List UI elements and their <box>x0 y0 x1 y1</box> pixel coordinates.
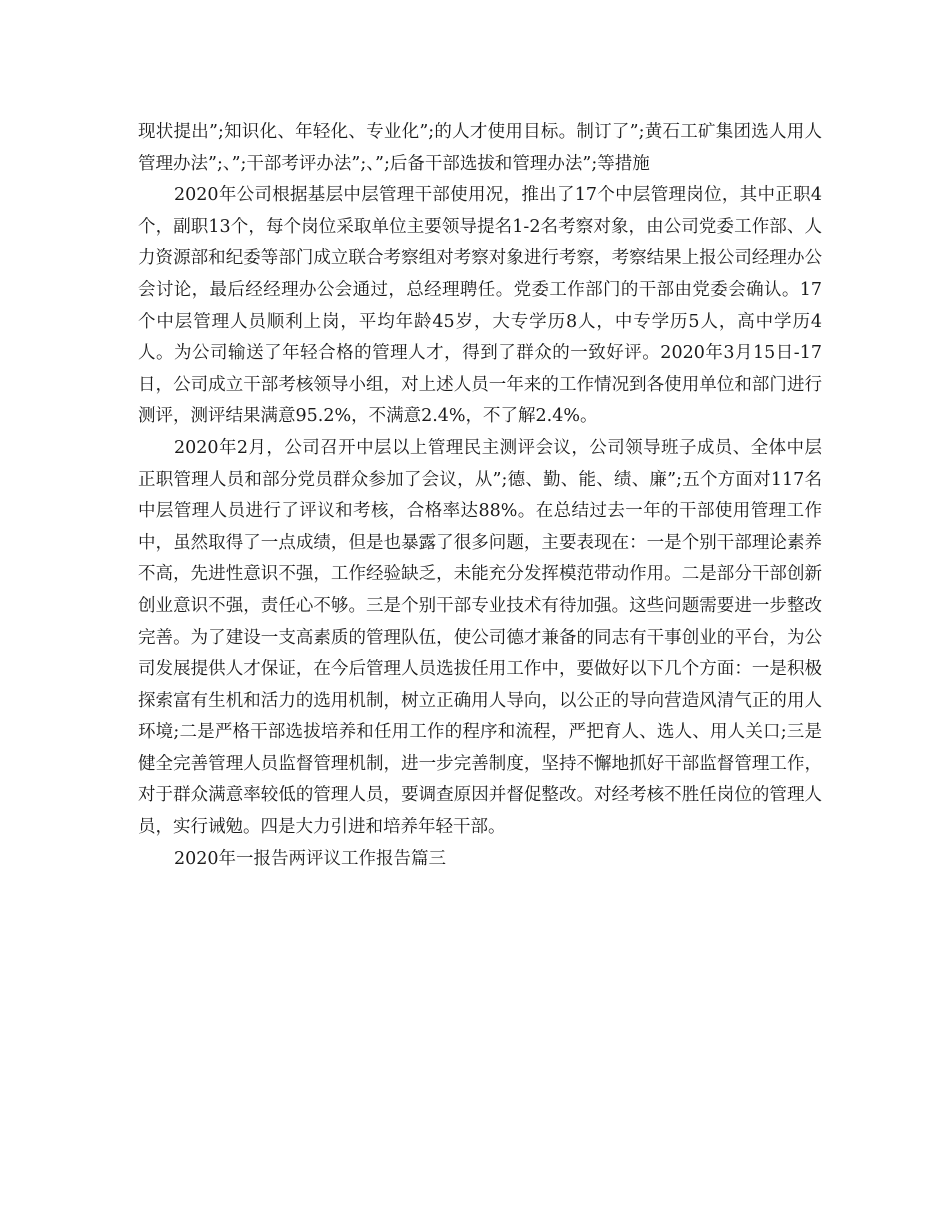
paragraph-continuation: 现状提出”;知识化、年轻化、专业化”;的人才使用目标。制订了”;黄石工矿集团选人用人管理办法”;、”;干部考评办法”;、”;后备干部选拔和管理办法”;等措施 <box>138 122 822 174</box>
paragraph-2020-promotion: 2020年公司根据基层中层管理干部使用况，推出了17个中层管理岗位，其中正职4个，副职13个，每个岗位采取单位主要领导提名1-2名考察对象，由公司党委工作部、人力资源部和纪委等部门成立联合考察组对考察对象进行考察，考察结果上报公司经理办公会讨论，最后经经理办公会通过，总经理聘任。党委工作部门的干部由党委会确认。17个中层管理人员顺利上岗，平均年龄45岁，大专学历8人，中专学历5人，高中学历4人。为公司输送了年轻合格的管理人才，得到了群众的一致好评。2020年3月15日-17日，公司成立干部考核领导小组，对上述人员一年来的工作情况到各使用单位和部门进行测评，测评结果满意95.2%，不满意2.4%，不了解2.4%。 <box>138 185 822 427</box>
document-body <box>138 117 822 875</box>
paragraph-2020-evaluation: 2020年2月，公司召开中层以上管理民主测评会议，公司领导班子成员、全体中层正职管理人员和部分党员群众参加了会议，从”;德、勤、能、绩、廉”;五个方面对117名中层管理人员进行了评议和考核，合格率达88%。在总结过去一年的干部使用管理工作中，虽然取得了一点成绩，但是也暴露了很多问题，主要表现在：一是个别干部理论素养不高，先进性意识不强，工作经验缺乏，未能充分发挥模范带动作用。二是部分干部创新创业意识不强，责任心不够。三是个别干部专业技术有待加强。这些问题需要进一步整改完善。为了建设一支高素质的管理队伍，使公司德才兼备的同志有干事创业的平台，为公司发展提供人才保证，在今后管理人员选拔任用工作中，要做好以下几个方面：一是积极探索富有生机和活力的选用机制，树立正确用人导向，以公正的导向营造风清气正的用人环境;二是严格干部选拔培养和任用工作的程序和流程，严把育人、选人、用人关口;三是健全完善管理人员监督管理机制，进一步完善制度，坚持不懈地抓好干部监督管理工作，对于群众满意率较低的管理人员，要调查原因并督促整改。对经考核不胜任岗位的管理人员，实行诫勉。四是大力引进和培养年轻干部。 <box>138 437 822 838</box>
section-heading-part-three: 2020年一报告两评议工作报告篇三 <box>174 848 447 869</box>
